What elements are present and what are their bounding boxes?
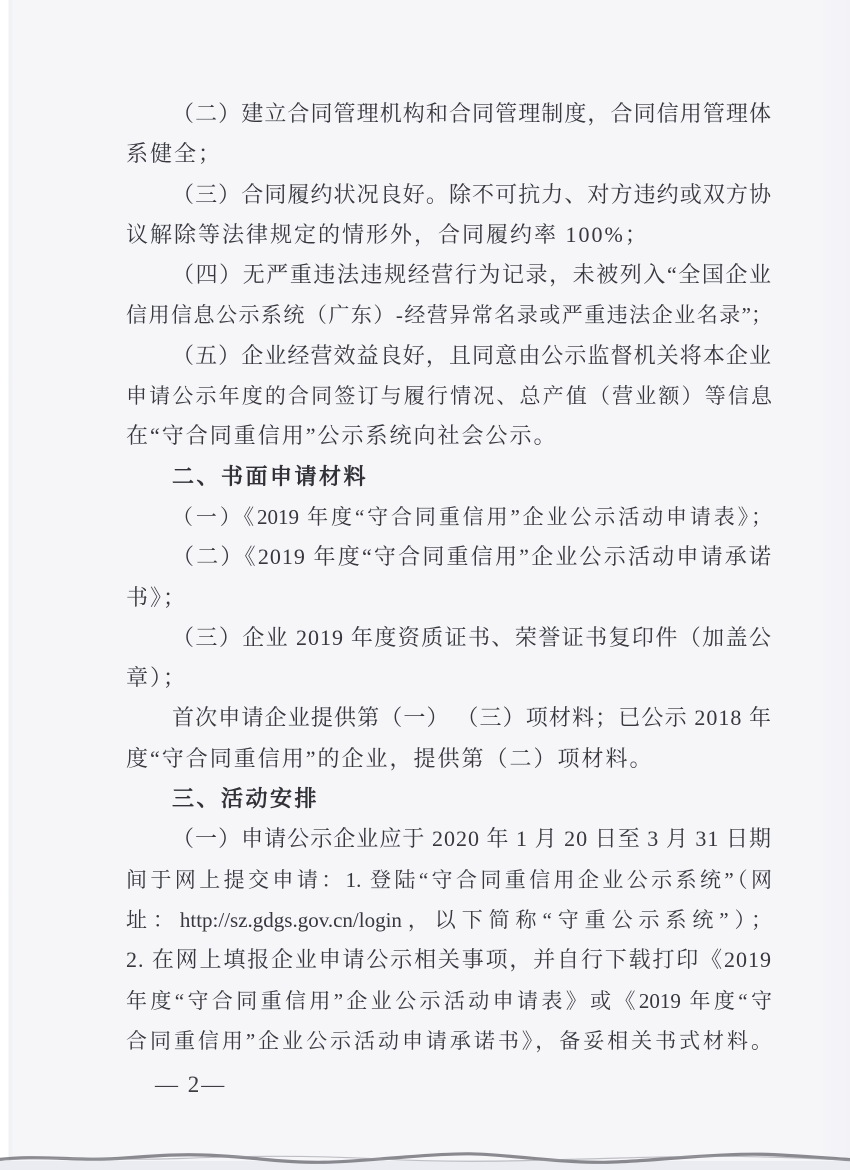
text-line: 议解除等法律规定的情形外，合同履约率 100%； [126, 221, 649, 247]
text-line: （二）建立合同管理机构和合同管理制度，合同信用管理体 [172, 101, 772, 126]
document-body [126, 94, 772, 1061]
text-line: 信用信息公示系统（广东）-经营异常名录或严重违法企业名录”； [126, 303, 772, 328]
text-line: 申请公示年度的合同签订与履行情况、总产值（营业额）等信息 [126, 384, 772, 409]
text-line: 系健全； [126, 141, 223, 167]
text-line: （一）申请公示企业应于 2020 年 1 月 20 日至 3 月 31 日期 [172, 826, 772, 852]
section-heading-line: 二、书面申请材料 [172, 463, 369, 489]
text-line: 在“守合同重信用”公示系统向社会公示。 [126, 423, 558, 449]
text-line: （二）《2019 年度“守合同重信用”企业公示活动申请承诺 [172, 544, 772, 570]
text-line: （四）无严重违法违规经营行为记录，未被列入“全国企业 [172, 262, 772, 288]
text-line: 间于网上提交申请：1. 登陆“守合同重信用企业公示系统”（网 [126, 867, 772, 892]
page-number: — 2— [155, 1072, 227, 1097]
text-line: 章）； [126, 665, 188, 691]
text-line: 2. 在网上填报企业申请公示相关事项，并自行下载打印《2019 [126, 947, 772, 973]
text-line: （五）企业经营效益良好，且同意由公示监督机关将本企业 [172, 342, 772, 368]
scan-page-bottom-edge [0, 1146, 850, 1166]
text-line: 首次申请企业提供第（一） （三）项材料；已公示 2018 年 [172, 705, 772, 731]
text-line: （三）企业 2019 年度资质证书、荣誉证书复印件（加盖公 [172, 624, 772, 650]
text-line: （一）《2019 年度“守合同重信用”企业公示活动申请表》； [172, 504, 772, 529]
section-heading-line: 三、活动安排 [172, 786, 320, 812]
text-line: （三）合同履约状况良好。除不可抗力、对方违约或双方协 [172, 181, 772, 207]
text-line: 度“守合同重信用”的企业，提供第（二）项材料。 [126, 745, 654, 771]
text-line: 址：http://sz.gdgs.gov.cn/login，以下简称“守重公示系统”）； [126, 907, 772, 932]
text-line: 合同重信用”企业公示活动申请承诺书》，备妥相关书式材料。 [126, 1028, 772, 1053]
text-line: 年度“守合同重信用”企业公示活动申请表》或《2019 年度“守 [126, 988, 772, 1013]
text-line: 书》； [126, 584, 188, 610]
